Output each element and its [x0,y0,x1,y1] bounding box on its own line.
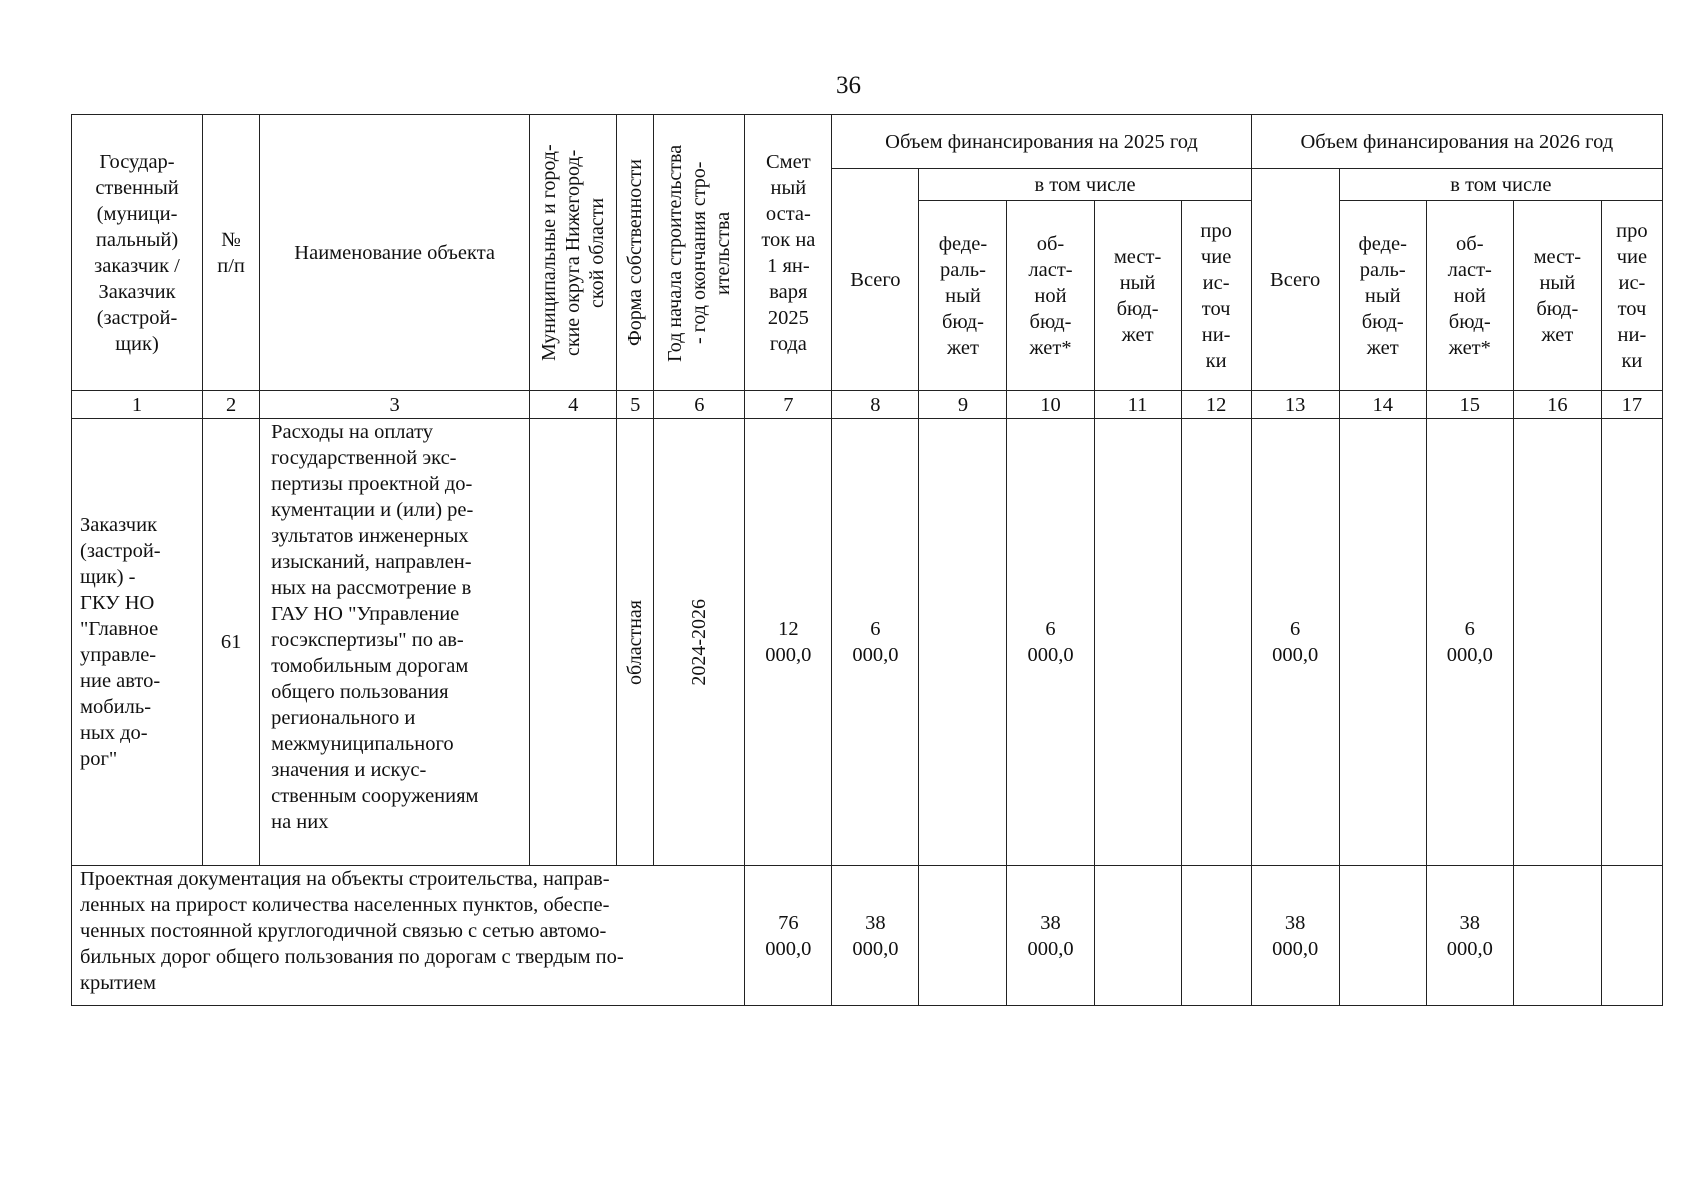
row-federal-2025 [919,419,1007,866]
row-ownership-text: областная [624,599,647,685]
header-other-2026: про чие ис- точ ни- ки [1601,201,1662,391]
column-number: 5 [617,391,654,419]
header-object-name: Наименование объекта [260,115,530,391]
summary-estimate: 76 000,0 [745,866,832,1006]
column-numbers-row [72,391,1663,419]
column-number: 15 [1426,391,1513,419]
header-including-2026: в том числе [1339,169,1662,201]
header-other-2025: про чие ис- точ ни- ки [1181,201,1251,391]
row-other-2026 [1601,419,1662,866]
summary-federal-2025 [919,866,1007,1006]
column-number: 6 [654,391,745,419]
header-number: № п/п [203,115,260,391]
row-regional-2025: 6 000,0 [1007,419,1094,866]
summary-label: Проектная документация на объекты строительства, направ- ленных на прирост количества населенных пунктов, обеспе- ченных постоянной круглогодичной связью с сетью автомо- бильных дорог общего пользования по дорогам с твердым по- крытием [72,866,745,1006]
summary-total-2026: 38 000,0 [1251,866,1339,1006]
row-federal-2026 [1339,419,1426,866]
header-federal-2026: феде- раль- ный бюд- жет [1339,201,1426,391]
header-municipal-text: Муниципальные и город- ские округа Нижегород- ской области [538,144,609,361]
column-number: 14 [1339,391,1426,419]
summary-total-2025: 38 000,0 [832,866,919,1006]
header-fin-2026: Объем финансирования на 2026 год [1251,115,1662,169]
column-number: 9 [919,391,1007,419]
row-ownership [617,419,654,866]
row-local-2026 [1513,419,1601,866]
header-ownership-text: Форма собственности [624,159,647,346]
header-ownership [617,115,654,391]
financing-table [71,114,1663,1006]
column-number: 8 [832,391,919,419]
summary-regional-2026: 38 000,0 [1426,866,1513,1006]
header-local-2026: мест- ный бюд- жет [1513,201,1601,391]
summary-row [72,866,1663,1006]
column-number: 2 [203,391,260,419]
header-regional-2025: об- ласт- ной бюд- жет* [1007,201,1094,391]
table-row [72,419,1663,866]
row-other-2025 [1181,419,1251,866]
column-number: 4 [530,391,617,419]
page-number: 36 [836,72,861,99]
column-number: 11 [1094,391,1181,419]
header-estimate: Смет ный оста- ток на 1 ян- варя 2025 года [745,115,832,391]
row-number: 61 [203,419,260,866]
summary-other-2026 [1601,866,1662,1006]
summary-local-2026 [1513,866,1601,1006]
column-number: 17 [1601,391,1662,419]
header-local-2025: мест- ный бюд- жет [1094,201,1181,391]
summary-regional-2025: 38 000,0 [1007,866,1094,1006]
row-customer: Заказчик (застрой- щик) - ГКУ НО "Главное управле- ние авто- мобиль- ных до- рог" [72,419,203,866]
summary-federal-2026 [1339,866,1426,1006]
column-number: 10 [1007,391,1094,419]
summary-other-2025 [1181,866,1251,1006]
row-total-2025: 6 000,0 [832,419,919,866]
row-municipal [530,419,617,866]
row-years [654,419,745,866]
header-years-text: Год начала строительства - год окончания стро- ительства [664,143,735,362]
row-estimate: 12 000,0 [745,419,832,866]
header-federal-2025: феде- раль- ный бюд- жет [919,201,1007,391]
header-years [654,115,745,391]
row-object-name: Расходы на оплату государственной экс- пертизы проектной до- кументации и (или) ре- зультатов инженерных изысканий, направлен- ных на рассмотрение в ГАУ НО "Управление госэкспертизы" по ав- томобильным дорогам общего пользования регионального и межмуниципального значения и искус- ственным сооружениям на них [260,419,530,866]
header-total-2026: Всего [1251,169,1339,391]
column-number: 1 [72,391,203,419]
column-number: 13 [1251,391,1339,419]
header-regional-2026: об- ласт- ной бюд- жет* [1426,201,1513,391]
row-total-2026: 6 000,0 [1251,419,1339,866]
row-local-2025 [1094,419,1181,866]
column-number: 12 [1181,391,1251,419]
column-number: 3 [260,391,530,419]
summary-local-2025 [1094,866,1181,1006]
header-total-2025: Всего [832,169,919,391]
column-number: 7 [745,391,832,419]
row-years-text: 2024-2026 [688,598,711,686]
row-regional-2026: 6 000,0 [1426,419,1513,866]
header-fin-2025: Объем финансирования на 2025 год [832,115,1251,169]
column-number: 16 [1513,391,1601,419]
header-municipal [530,115,617,391]
header-including-2025: в том числе [919,169,1251,201]
header-customer: Государ- ственный (муници- пальный) заказчик / Заказчик (застрой- щик) [72,115,203,391]
